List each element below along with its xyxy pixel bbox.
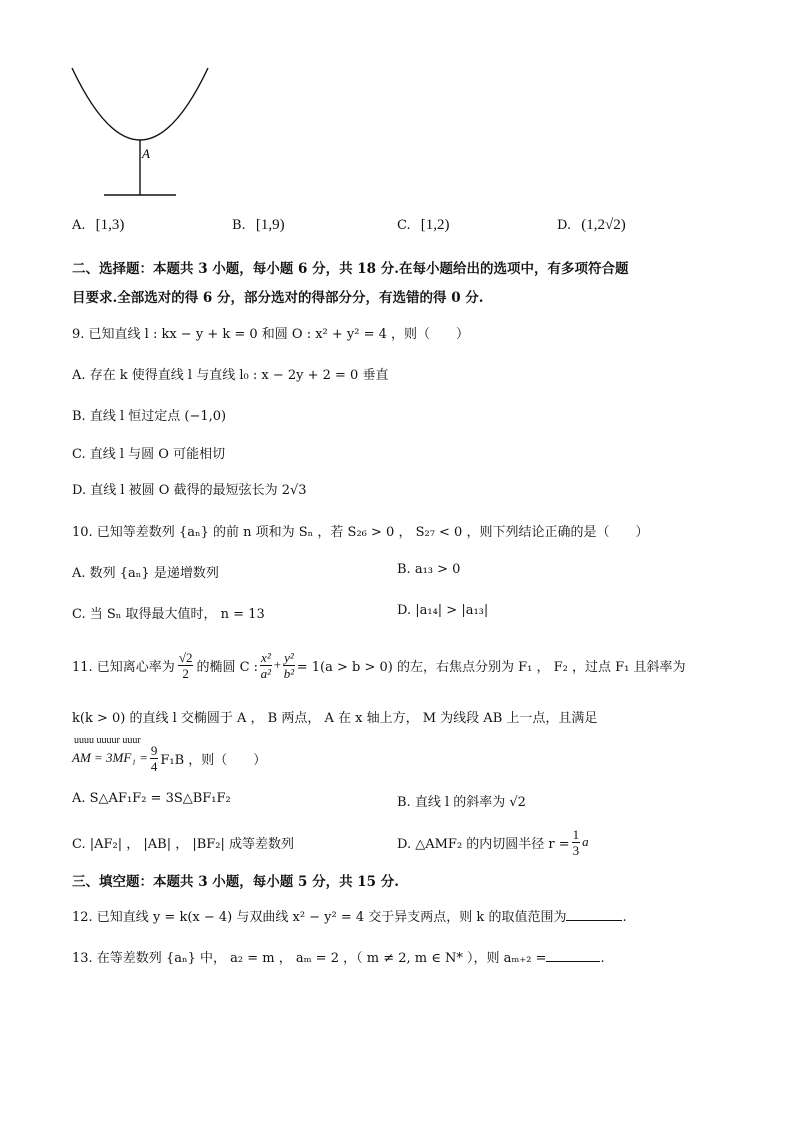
fraction-denominator: b² bbox=[283, 665, 295, 681]
q11-line3 bbox=[72, 740, 266, 776]
nine-quarters-fraction bbox=[150, 743, 159, 774]
eccentricity-fraction bbox=[178, 650, 194, 681]
vector-arrow-marks: uuuu uuuur uuur bbox=[74, 735, 141, 746]
q11-text: a bbox=[582, 834, 589, 849]
q9-option-b: B. 直线 l 恒过定点 (−1,0) bbox=[72, 409, 227, 424]
answer-blank[interactable] bbox=[566, 920, 622, 921]
q13-stem bbox=[72, 947, 605, 966]
q11-option-c: C. |AF₂| ， |AB| ， |BF₂| 成等差数列 bbox=[72, 837, 295, 852]
q9-option-c: C. 直线 l 与圆 O 可能相切 bbox=[72, 447, 226, 462]
option-letter: A. bbox=[72, 218, 86, 233]
y-term-fraction bbox=[283, 650, 295, 681]
q11-text: 11. 已知离心率为 bbox=[72, 659, 175, 675]
q11-text: F₁B ，则（ ） bbox=[160, 752, 267, 768]
q9-option-a: A. 存在 k 使得直线 l 与直线 l₀ : x − 2y + 2 = 0 垂直 bbox=[72, 368, 389, 383]
q11-option-b: B. 直线 l 的斜率为 √2 bbox=[397, 795, 526, 810]
parabola-curve bbox=[72, 68, 208, 140]
answer-blank[interactable] bbox=[546, 961, 600, 962]
q8-option-c bbox=[397, 217, 450, 234]
q11-line2: k(k > 0) 的直线 l 交椭圆于 A ， B 两点， A 在 x 轴上方， M 为线段 AB 上一点，且满足 bbox=[72, 711, 598, 726]
q13-period: . bbox=[600, 951, 605, 966]
q8-option-a bbox=[72, 217, 124, 234]
fraction-numerator: y² bbox=[284, 649, 294, 665]
option-text: [1,3) bbox=[95, 217, 125, 233]
point-label-A: A bbox=[142, 146, 150, 161]
q11-option-d bbox=[397, 824, 589, 860]
q12-stem bbox=[72, 906, 627, 925]
fraction-denominator: 3 bbox=[572, 842, 580, 858]
option-letter: B. bbox=[232, 218, 246, 233]
q10-option-b: B. a₁₃ > 0 bbox=[397, 562, 461, 577]
q8-option-b bbox=[232, 217, 285, 234]
q11-text: = 1(a > b > 0) 的左，右焦点分别为 F₁ ， F₂ ，过点 F₁ 且斜率为 bbox=[296, 659, 686, 675]
fraction-denominator: 2 bbox=[182, 665, 189, 681]
fraction-numerator: √2 bbox=[178, 649, 193, 665]
q13-text: 13. 在等差数列 {aₙ} 中， a₂ = m ， aₘ = 2 ，（ m ≠ 2, m ∈ N* ），则 aₘ₊₂ = bbox=[72, 951, 547, 966]
parabola-figure bbox=[60, 62, 220, 202]
q11-text: 的椭圆 C : bbox=[196, 659, 259, 675]
option-text: (1,2√2) bbox=[581, 217, 626, 233]
fraction-denominator: 4 bbox=[150, 758, 158, 774]
q9-stem: 9. 已知直线 l : kx − y + k = 0 和圆 O : x² + y² = 4 ，则（ ） bbox=[72, 327, 470, 342]
q8-option-d bbox=[557, 217, 626, 234]
q10-option-a: A. 数列 {aₙ} 是递增数列 bbox=[72, 566, 219, 581]
one-third-fraction bbox=[572, 827, 581, 858]
option-letter: D. bbox=[557, 218, 572, 233]
fraction-numerator: 1 bbox=[572, 826, 580, 842]
q10-option-c: C. 当 Sₙ 取得最大值时， n = 13 bbox=[72, 607, 265, 622]
q12-text: 12. 已知直线 y = k(x − 4) 与双曲线 x² − y² = 4 交于异支两点，则 k 的取值范围为 bbox=[72, 910, 567, 925]
q11-text: D. △AMF₂ 的内切圆半径 r = bbox=[397, 836, 570, 852]
fraction-denominator: a² bbox=[260, 665, 272, 681]
fraction-numerator: 9 bbox=[150, 742, 158, 758]
section3-heading: 三、填空题：本题共 3 小题，每小题 5 分，共 15 分. bbox=[72, 874, 399, 890]
q10-option-d: D. |a₁₄| > |a₁₃| bbox=[397, 603, 489, 618]
q12-period: . bbox=[622, 910, 627, 925]
q10-stem: 10. 已知等差数列 {aₙ} 的前 n 项和为 Sₙ ，若 S₂₆ > 0 ， S₂₇ < 0 ，则下列结论正确的是（ ） bbox=[72, 525, 649, 540]
x-term-fraction bbox=[260, 650, 272, 681]
q11-text: AM = 3MF₁ = bbox=[72, 750, 148, 765]
option-text: [1,2) bbox=[420, 217, 450, 233]
q11-stem: 11. 已知离心率为 $\frac{√2}{2}$ 的椭圆 C : $\frac{\text{x²}}{\text{a²}}$ + $\frac{\text{y²}}{\text{b²}}$ = 1(a > b > 0) 的左，右焦点分别为 F₁ ， F₂ ，过点 F₁ 且斜率为 bbox=[72, 649, 686, 681]
q11-option-a: A. S△AF₁F₂ = 3S△BF₁F₂ bbox=[72, 791, 231, 806]
option-text: [1,9) bbox=[255, 217, 285, 233]
section2-heading-line2: 目要求.全部选对的得 6 分，部分选对的得部分分，有选错的得 0 分. bbox=[72, 290, 484, 306]
option-letter: C. bbox=[397, 218, 411, 233]
section2-heading-line1: 二、选择题：本题共 3 小题，每小题 6 分，共 18 分.在每小题给出的选项中，有多项符合题 bbox=[72, 261, 629, 277]
q9-option-d: D. 直线 l 被圆 O 截得的最短弦长为 2√3 bbox=[72, 483, 307, 498]
fraction-numerator: x² bbox=[261, 649, 271, 665]
